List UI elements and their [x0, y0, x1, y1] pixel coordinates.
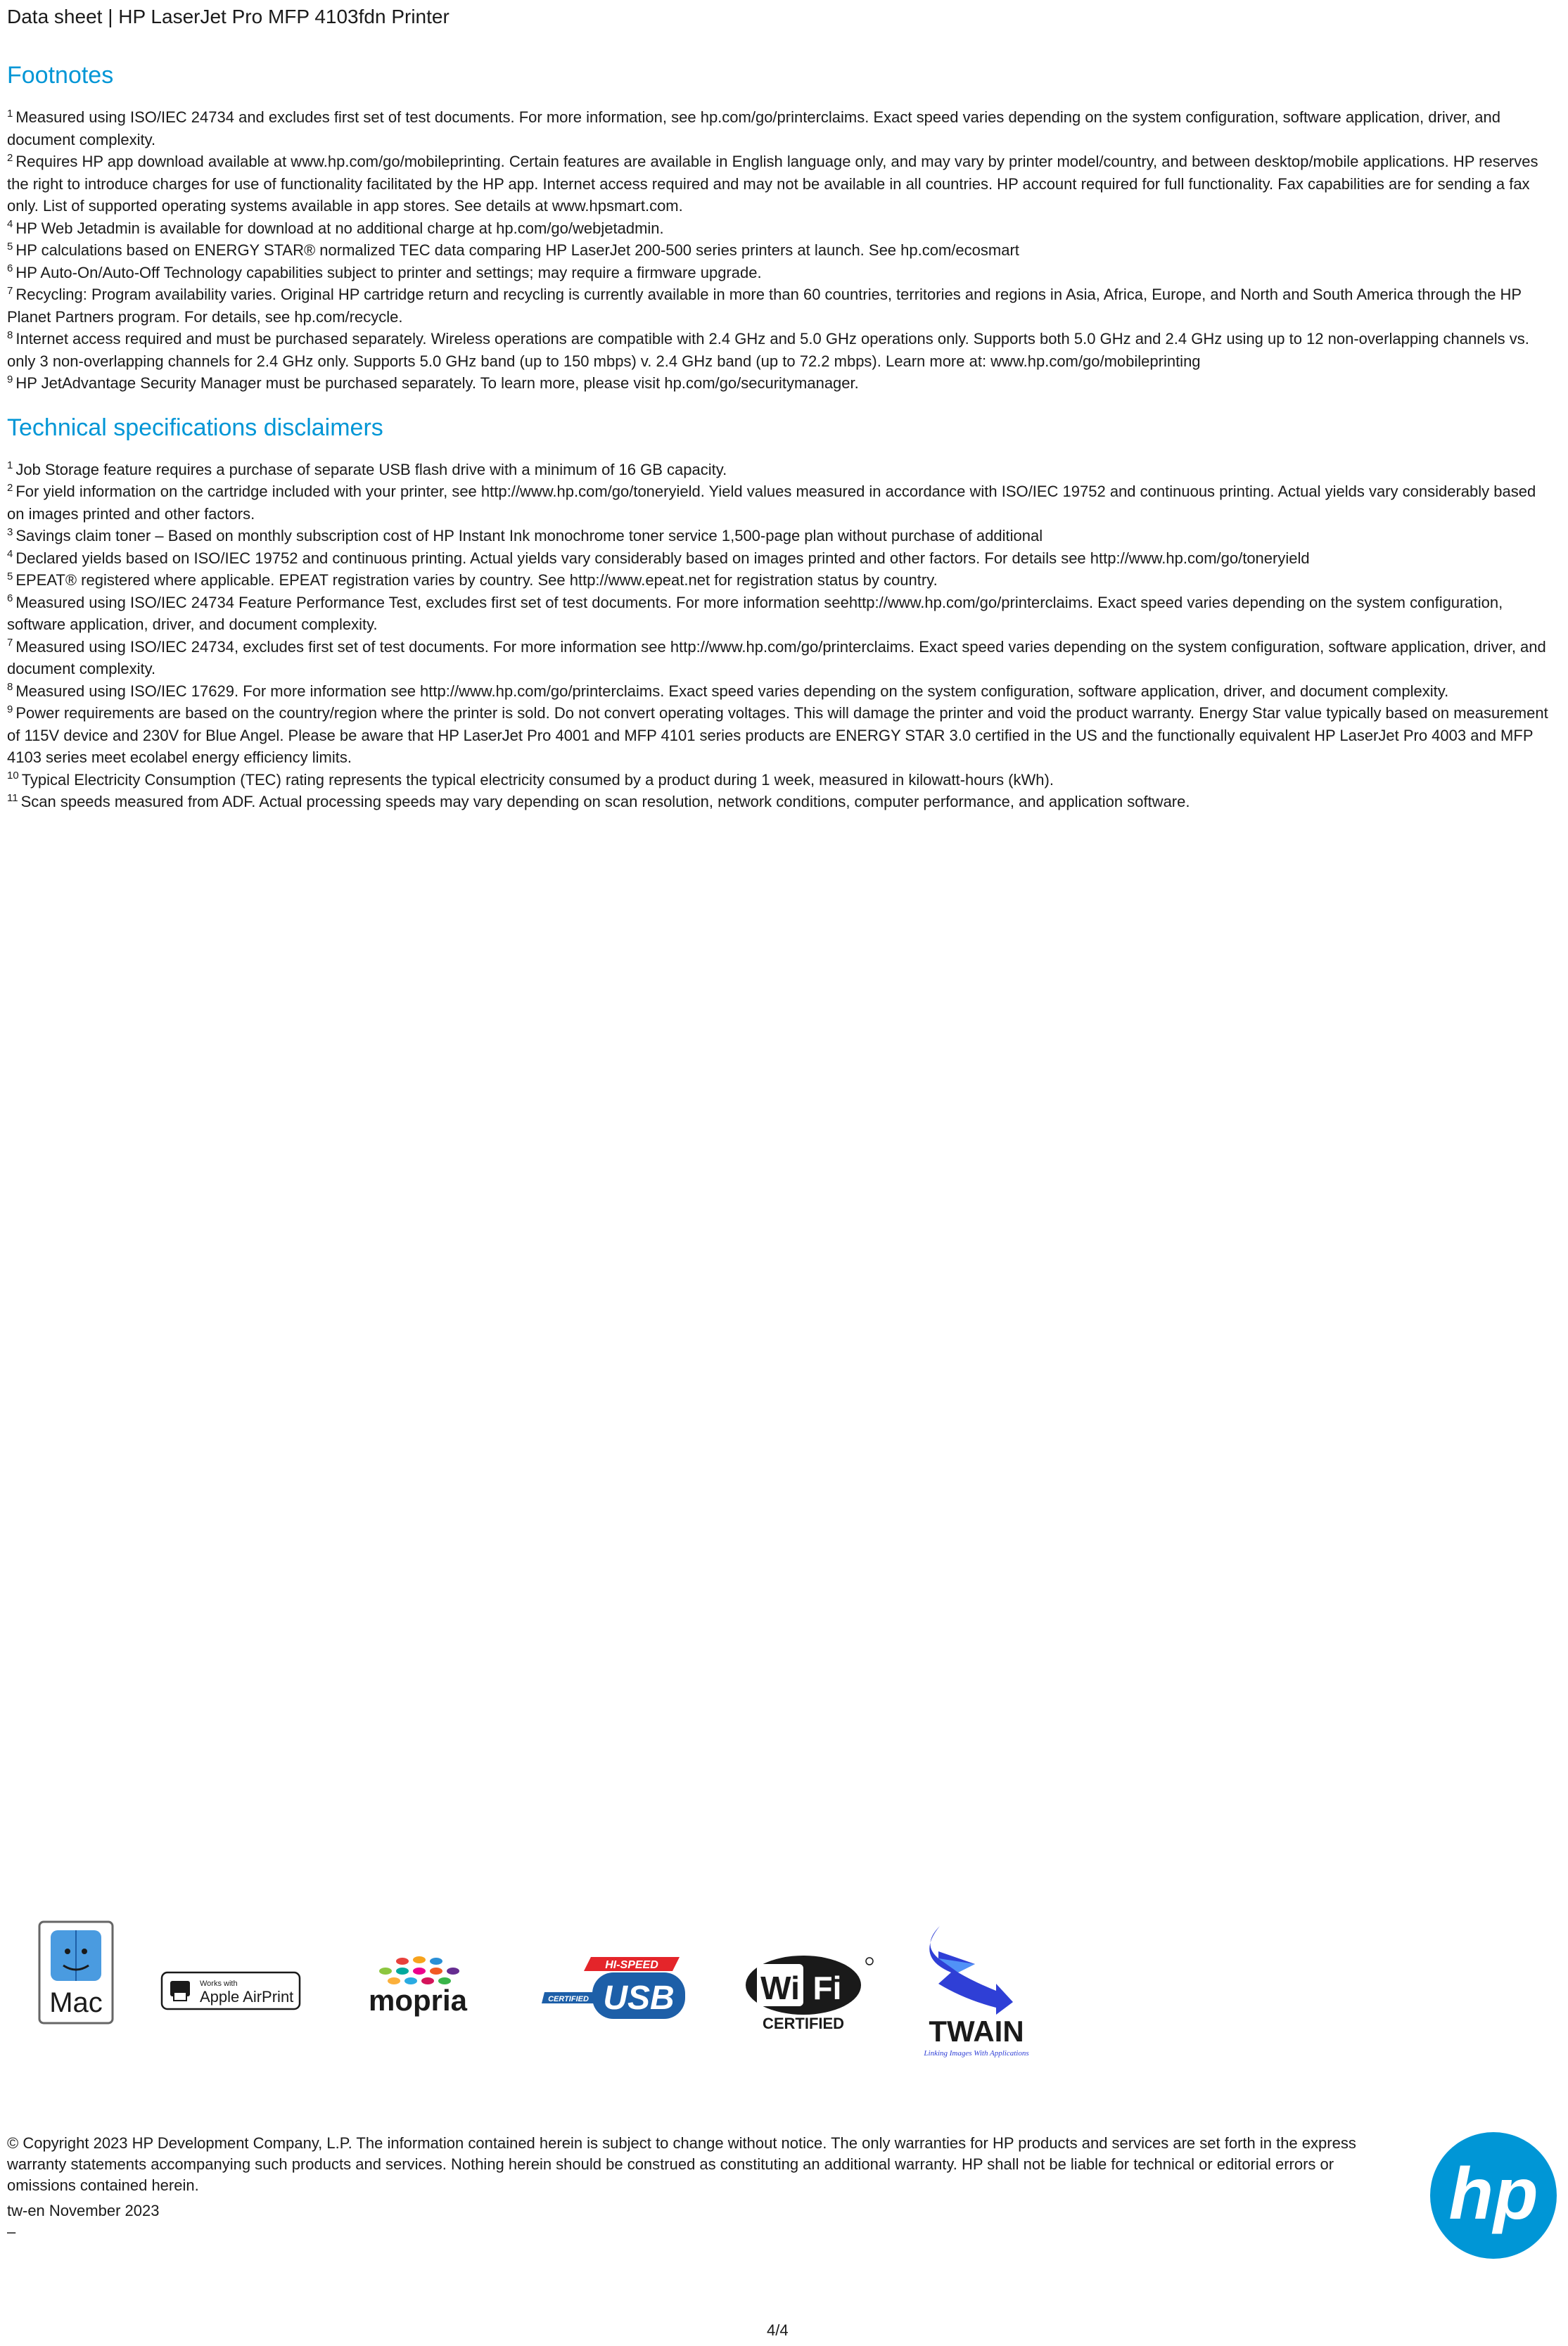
airprint-logo	[160, 1971, 301, 2010]
usb-text: USB	[603, 1980, 675, 2017]
disclaimer-number: 2	[7, 481, 13, 494]
airprint-text: Apple AirPrint	[200, 1988, 294, 2006]
disclaimer-text: For yield information on the cartridge included with your printer, see http://www.hp.com/go/toneryield. Yield values measured in accordance with ISO/IEC 19752 and continuous printing. Actual yields vary considerably based on images printed and other factors.	[7, 483, 1536, 523]
disclaimer-text: Measured using ISO/IEC 24734 Feature Performance Test, excludes first set of test documents. For more information seehttp://www.hp.com/go/printerclaims. Exact speed varies depending on the system configuration, software application, driver, and document complexity.	[7, 593, 1503, 633]
edition-date: tw-en November 2023	[7, 2202, 160, 2219]
footnote-item	[7, 328, 1555, 372]
usb-side-text: CERTIFIED	[548, 1995, 589, 2003]
wifi-text-b: Fi	[812, 1970, 842, 2006]
disclaimer-item	[7, 480, 1555, 525]
footnote-text: Internet access required and must be purchased separately. Wireless operations are compatible with 2.4 GHz and 5.0 GHz operations only. Supports both 5.0 GHz and 2.4 GHz using up to 12 non-overlapping channels vs. only 3 non-overlapping channels for 2.4 GHz only. Supports 5.0 GHz band (up to 150 mbps) v. 2.4 GHz band (up to 72.2 mbps). Learn more at: www.hp.com/go/mobileprinting	[7, 330, 1529, 370]
disclaimer-number: 10	[7, 770, 19, 782]
footnote-item	[7, 239, 1555, 262]
footnote-text: HP Auto-On/Auto-Off Technology capabilities subject to printer and settings; may require a firmware upgrade.	[15, 263, 762, 281]
compatibility-logos	[0, 1920, 1568, 2075]
footnote-number: 8	[7, 329, 13, 341]
disclaimer-number: 11	[7, 791, 18, 804]
disclaimer-item	[7, 791, 1555, 813]
footnote-text: HP JetAdvantage Security Manager must be purchased separately. To learn more, please visit hp.com/go/securitymanager.	[15, 374, 859, 392]
footnote-number: 5	[7, 240, 13, 253]
twain-logo	[907, 1923, 1048, 2064]
footnote-text: Requires HP app download available at www.hp.com/go/mobileprinting. Certain features are available in English language only, and may vary by printer model/country, and between desktop/mobile applications. HP reserves the right to introduce charges for use of functionality facilitated by the HP app. Internet access required and may not be available in all countries. HP account required for full functionality. Fax capabilities are for sending a fax only. List of supported operating systems available in app stores. See details at www.hpsmart.com.	[7, 153, 1538, 215]
copyright-text: © Copyright 2023 HP Development Company, L.P. The information contained herein is subject to change without notice. The only warranties for HP products and services are set forth in the express warranty statements accompanying such products and services. Nothing herein should be construed as constituting an additional warranty. HP shall not be liable for technical or editorial errors or omissions contained herein.	[7, 2134, 1356, 2194]
footnote-number: 6	[7, 262, 13, 275]
page-number: 4/4	[767, 2321, 789, 2339]
disclaimer-number: 9	[7, 703, 13, 715]
footnote-number: 7	[7, 284, 13, 297]
footnotes-heading: Footnotes	[7, 62, 114, 89]
disclaimer-item	[7, 769, 1555, 791]
disclaimers-heading: Technical specifications disclaimers	[7, 414, 383, 441]
disclaimer-item	[7, 592, 1555, 636]
disclaimers-list	[7, 459, 1555, 813]
footnote-item	[7, 372, 1555, 395]
main-content	[7, 62, 1555, 813]
footnote-number: 2	[7, 151, 13, 164]
footnote-text: Measured using ISO/IEC 24734 and excludes first set of test documents. For more information, see hp.com/go/printerclaims. Exact speed varies depending on the system configuration, software application, driver, and document complexity.	[7, 108, 1500, 148]
disclaimer-number: 6	[7, 592, 13, 605]
twain-tagline: Linking Images With Applications	[924, 2049, 1029, 2058]
footnote-text: Recycling: Program availability varies. Original HP cartridge return and recycling is currently available in more than 60 countries, territories and regions in Asia, Africa, Europe, and North and South America through the HP Planet Partners program. For details, see hp.com/recycle.	[7, 286, 1522, 326]
disclaimer-text: Typical Electricity Consumption (TEC) rating represents the typical electricity consumed by a product during 1 week, measured in kilowatt-hours (kWh).	[21, 770, 1054, 789]
disclaimer-number: 3	[7, 525, 13, 538]
mac-logo-text: Mac	[49, 1987, 103, 2018]
disclaimer-number: 4	[7, 548, 13, 561]
wifi-text-a: Wi	[760, 1970, 800, 2006]
disclaimer-number: 1	[7, 459, 13, 472]
footnote-number: 9	[7, 373, 13, 385]
mopria-logo	[362, 1954, 474, 2017]
disclaimer-number: 5	[7, 570, 13, 582]
footnote-item	[7, 217, 1555, 240]
wifi-logo	[744, 1956, 878, 2033]
hp-logo	[1429, 2131, 1557, 2259]
wifi-certified-text: CERTIFIED	[762, 2015, 845, 2032]
disclaimer-item	[7, 636, 1555, 680]
disclaimer-item	[7, 459, 1555, 481]
footnote-item	[7, 262, 1555, 284]
footnote-item	[7, 106, 1555, 151]
usb-logo	[542, 1954, 689, 2025]
disclaimer-number: 7	[7, 637, 13, 649]
usb-top-text: HI-SPEED	[605, 1959, 658, 1971]
disclaimer-text: EPEAT® registered where applicable. EPEAT registration varies by country. See http://www.epeat.net for registration status by country.	[15, 571, 938, 589]
footnote-text: HP Web Jetadmin is available for download at no additional charge at hp.com/go/webjetadmin.	[15, 219, 664, 237]
footer-mark: –	[7, 2223, 16, 2240]
footnotes-list	[7, 106, 1555, 395]
disclaimer-text: Measured using ISO/IEC 17629. For more information see http://www.hp.com/go/printerclaims. Exact speed varies depending on the system configuration, software application, driver, and document complexity.	[15, 682, 1449, 700]
disclaimer-text: Scan speeds measured from ADF. Actual processing speeds may vary depending on scan resolution, network conditions, computer performance, and application software.	[20, 793, 1190, 810]
disclaimer-text: Job Storage feature requires a purchase of separate USB flash drive with a minimum of 16 GB capacity.	[15, 460, 727, 478]
footnote-text: HP calculations based on ENERGY STAR® normalized TEC data comparing HP LaserJet 200-500 series printers at launch. See hp.com/ecosmart	[15, 241, 1019, 259]
footnote-item	[7, 283, 1555, 328]
disclaimer-item	[7, 569, 1555, 592]
hp-logo-text: hp	[1448, 2153, 1538, 2235]
footnote-item	[7, 151, 1555, 217]
disclaimer-text: Measured using ISO/IEC 24734, excludes first set of test documents. For more information see http://www.hp.com/go/printerclaims. Exact speed varies depending on the system configuration, software application, driver, and document complexity.	[7, 637, 1546, 677]
disclaimer-text: Declared yields based on ISO/IEC 19752 and continuous printing. Actual yields vary considerably based on images printed and other factors. For details see http://www.hp.com/go/toneryield	[15, 549, 1310, 567]
disclaimer-item	[7, 547, 1555, 570]
mopria-text: mopria	[368, 1984, 468, 2017]
disclaimer-text: Power requirements are based on the country/region where the printer is sold. Do not convert operating voltages. This will damage the printer and void the product warranty. Energy Star value typically based on measurement of 115V device and 230V for Blue Angel. Please be aware that HP LaserJet Pro 4001 and MFP 4101 series products are ENERGY STAR 3.0 certified in the US and the functionally equivalent HP LaserJet Pro 4003 and MFP 4103 series meet ecolabel energy efficiency limits.	[7, 704, 1548, 766]
footnote-number: 1	[7, 107, 13, 120]
airprint-small-text: Works with	[200, 1980, 238, 1988]
disclaimer-text: Savings claim toner – Based on monthly subscription cost of HP Instant Ink monochrome toner service 1,500-page plan without purchase of additional	[15, 527, 1043, 544]
disclaimer-item	[7, 702, 1555, 769]
disclaimer-number: 8	[7, 681, 13, 694]
disclaimer-item	[7, 680, 1555, 703]
document-header: Data sheet | HP LaserJet Pro MFP 4103fdn Printer	[7, 6, 450, 27]
footnote-number: 4	[7, 218, 13, 231]
twain-text: TWAIN	[929, 2015, 1024, 2048]
mac-logo	[38, 1920, 114, 2025]
disclaimer-item	[7, 525, 1555, 547]
